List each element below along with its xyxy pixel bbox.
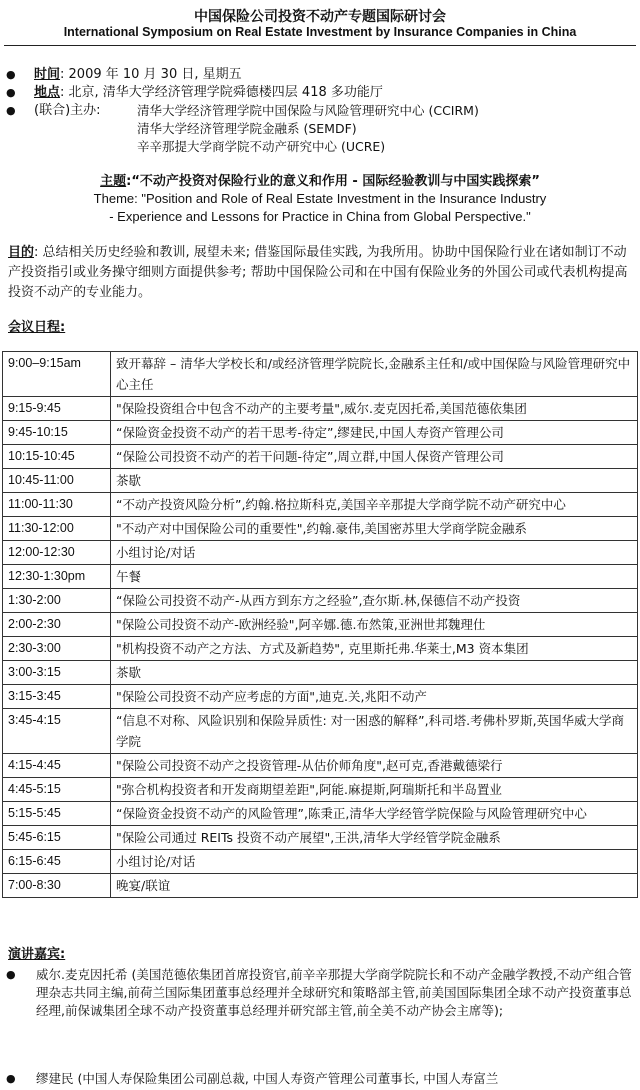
theme-text: :“不动产投资对保险行业的意义和作用 - 国际经验教训与中国实践探索”	[126, 174, 540, 189]
time-row	[6, 66, 242, 84]
time-label: 时间	[34, 67, 61, 82]
schedule-row	[3, 661, 638, 685]
schedule-row	[3, 874, 638, 898]
schedule-time: 6:15-6:45	[3, 850, 111, 874]
schedule-item: “保险资金投资不动产的风险管理”,陈秉正,清华大学经管学院保险与风险管理研究中心	[111, 802, 638, 826]
schedule-row	[3, 754, 638, 778]
schedule-item: 小组讨论/对话	[111, 541, 638, 565]
purpose-paragraph	[8, 243, 632, 303]
schedule-item: 晚宴/联谊	[111, 874, 638, 898]
title-chinese: 中国保险公司投资不动产专题国际研讨会	[194, 9, 446, 25]
schedule-time: 9:15-9:45	[3, 397, 111, 421]
schedule-time: 11:00-11:30	[3, 493, 111, 517]
schedule-item: 致开幕辞 – 清华大学校长和/或经济管理学院院长,金融系主任和/或中国保险与风险管理研究中心主任	[111, 352, 638, 397]
schedule-row	[3, 826, 638, 850]
time-value: : 2009 年 10 月 30 日, 星期五	[60, 67, 242, 82]
schedule-item: 茶歇	[111, 661, 638, 685]
schedule-time: 5:15-5:45	[3, 802, 111, 826]
schedule-row	[3, 421, 638, 445]
theme-english-line2: - Experience and Lessons for Practice in China from Global Perspective."	[109, 209, 531, 224]
schedule-time: 2:30-3:00	[3, 637, 111, 661]
schedule-time: 5:45-6:15	[3, 826, 111, 850]
schedule-row	[3, 685, 638, 709]
schedule-row	[3, 445, 638, 469]
schedule-time: 11:30-12:00	[3, 517, 111, 541]
speaker-item	[6, 1070, 634, 1088]
bullet-icon: ●	[6, 68, 16, 81]
schedule-time: 10:45-11:00	[3, 469, 111, 493]
schedule-time: 4:45-5:15	[3, 778, 111, 802]
schedule-item: 茶歇	[111, 469, 638, 493]
purpose-label: 目的	[8, 245, 35, 260]
schedule-time: 7:00-8:30	[3, 874, 111, 898]
schedule-item: “不动产投资风险分析”,约翰.格拉斯科克,美国辛辛那提大学商学院不动产研究中心	[111, 493, 638, 517]
schedule-item: "保险公司投资不动产-欧洲经验",阿辛娜.德.布然策,亚洲世邦魏理仕	[111, 613, 638, 637]
schedule-row	[3, 850, 638, 874]
organizer-ccirm: 清华大学经济管理学院中国保险与风险管理研究中心 (CCIRM)	[137, 103, 479, 118]
organizer-semdf: 清华大学经济管理学院金融系 (SEMDF)	[137, 121, 357, 136]
schedule-item: “保险公司投资不动产-从西方到东方之经验”,查尔斯.林,保德信不动产投资	[111, 589, 638, 613]
schedule-table	[2, 351, 638, 898]
schedule-row	[3, 397, 638, 421]
schedule-item: "保险公司投资不动产应考虑的方面",迪克.关,兆阳不动产	[111, 685, 638, 709]
location-label: 地点	[34, 85, 61, 100]
schedule-item: "保险公司投资不动产之投资管理-从估价师角度",赵可克,香港戴德梁行	[111, 754, 638, 778]
title-divider	[4, 45, 636, 46]
schedule-time: 9:00–9:15am	[3, 352, 111, 397]
host-row	[6, 102, 101, 120]
schedule-item: "保险投资组合中包含不动产的主要考量",威尔.麦克因托希,美国范德依集团	[111, 397, 638, 421]
theme-english-line1: Theme: "Position and Role of Real Estate Investment in the Insurance Industry	[93, 191, 547, 206]
bullet-icon: ●	[6, 86, 16, 99]
organizer-ucre: 辛辛那提大学商学院不动产研究中心 (UCRE)	[137, 139, 386, 154]
purpose-text: : 总结相关历史经验和教训, 展望未来; 借鉴国际最佳实践, 为我所用。协助中国保险行业在诸如制订不动产投资指引或业务操守细则方面提供参考; 帮助中国保险公司和在中国有保险业务的外国公司或代表机构提高投资不动产的专业能力。	[8, 245, 628, 300]
location-row	[6, 84, 383, 102]
theme-label: 主题	[100, 174, 127, 189]
schedule-item: 小组讨论/对话	[111, 850, 638, 874]
schedule-item: "不动产对中国保险公司的重要性",约翰.豪伟,美国密苏里大学商学院金融系	[111, 517, 638, 541]
schedule-row	[3, 493, 638, 517]
host-label: (联合)主办:	[34, 103, 101, 118]
schedule-row	[3, 517, 638, 541]
schedule-time: 3:45-4:15	[3, 709, 111, 754]
theme-chinese	[0, 170, 640, 189]
schedule-row	[3, 589, 638, 613]
schedule-time: 3:15-3:45	[3, 685, 111, 709]
schedule-row	[3, 613, 638, 637]
schedule-time: 10:15-10:45	[3, 445, 111, 469]
schedule-row	[3, 469, 638, 493]
bullet-icon: ●	[6, 1072, 16, 1085]
schedule-item: “信息不对称、风险识别和保险异质性: 对一困惑的解释”,科司塔.考佛朴罗斯,英国华威大学商学院	[111, 709, 638, 754]
schedule-time: 9:45-10:15	[3, 421, 111, 445]
schedule-row	[3, 352, 638, 397]
schedule-row	[3, 541, 638, 565]
schedule-item: "保险公司通过 REITs 投资不动产展望",王洪,清华大学经管学院金融系	[111, 826, 638, 850]
bullet-icon: ●	[6, 104, 16, 117]
schedule-time: 12:30-1:30pm	[3, 565, 111, 589]
schedule-item: "机构投资不动产之方法、方式及新趋势", 克里斯托弗.华莱士,M3 资本集团	[111, 637, 638, 661]
schedule-item: "弥合机构投资者和开发商期望差距",阿能.麻提斯,阿瑞斯托和半岛置业	[111, 778, 638, 802]
schedule-row	[3, 565, 638, 589]
theme-english	[0, 190, 640, 226]
speaker-item	[6, 966, 634, 1020]
title-english: International Symposium on Real Estate Investment by Insurance Companies in China	[63, 25, 577, 39]
schedule-time: 2:00-2:30	[3, 613, 111, 637]
speakers-heading: 演讲嘉宾:	[8, 947, 66, 962]
bullet-icon: ●	[6, 968, 16, 981]
speaker-text: 威尔.麦克因托希 (美国范德依集团首席投资官,前辛辛那提大学商学院院长和不动产金融学教授,不动产组合管理杂志共同主编,前荷兰国际集团董事总经理并全球研究和策略部主管,前美国国际集团全球不动产投资董事总经理,前保诚集团全球不动产投资董事总经理并研究部主管,前全美不动产协会主席等);	[36, 967, 632, 1018]
schedule-item: “保险资金投资不动产的若干思考-待定”,缪建民,中国人寿资产管理公司	[111, 421, 638, 445]
schedule-row	[3, 709, 638, 754]
schedule-heading: 会议日程:	[8, 320, 66, 335]
location-value: : 北京, 清华大学经济管理学院舜德楼四层 418 多功能厅	[60, 85, 383, 100]
schedule-time: 4:15-4:45	[3, 754, 111, 778]
schedule-time: 12:00-12:30	[3, 541, 111, 565]
schedule-time: 1:30-2:00	[3, 589, 111, 613]
schedule-row	[3, 637, 638, 661]
speaker-text: 缪建民 (中国人寿保险集团公司副总裁, 中国人寿资产管理公司董事长, 中国人寿富兰	[36, 1071, 499, 1086]
schedule-item: 午餐	[111, 565, 638, 589]
schedule-row	[3, 802, 638, 826]
schedule-item: “保险公司投资不动产的若干问题-待定”,周立群,中国人保资产管理公司	[111, 445, 638, 469]
schedule-row	[3, 778, 638, 802]
schedule-time: 3:00-3:15	[3, 661, 111, 685]
